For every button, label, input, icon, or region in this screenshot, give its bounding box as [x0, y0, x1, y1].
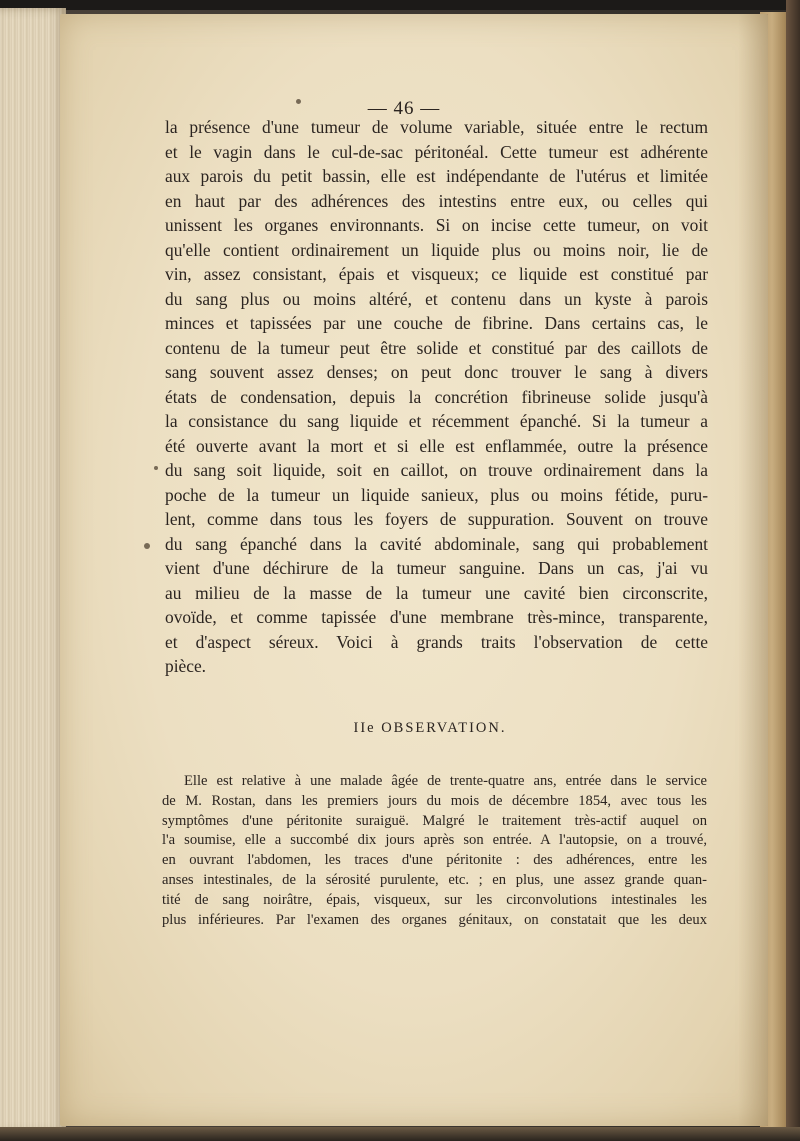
body-line: du sang soit liquide, soit en caillot, on trouve ordinairement dans la [165, 460, 708, 480]
body-line: du sang épanché dans la cavité abdominale, sang qui probablement [165, 533, 708, 554]
body-line: qu'elle contient ordinairement un liquide plus ou moins noir, lie de [165, 239, 708, 260]
body-line: la présence d'une tumeur de volume variable, située entre le rectum [165, 117, 708, 137]
observation-line: symptômes d'une péritonite suraiguë. Malgré le traitement très-actif auquel on [162, 812, 707, 829]
body-line: et d'aspect séreux. Voici à grands traits l'observation de cette [165, 631, 708, 652]
observation-line: en ouvrant l'abdomen, les traces d'une péritonite : des adhérences, entre les [162, 852, 707, 869]
page-stack-edge [0, 8, 66, 1133]
observation-heading: IIe OBSERVATION. [353, 720, 507, 736]
observation-line: l'a soumise, elle a succombé dix jours après son entrée. A l'autopsie, on a trouvé, [162, 832, 707, 849]
body-line: lent, comme dans tous les foyers de suppuration. Souvent on trouve [165, 509, 708, 529]
body-line: contenu de la tumeur peut être solide et constitué par des caillots de [165, 337, 708, 358]
bottom-edge [0, 1127, 800, 1141]
ink-spot [154, 466, 158, 470]
body-line: du sang plus ou moins altéré, et contenu dans un kyste à parois [165, 288, 708, 309]
observation-line: tité de sang noirâtre, épais, visqueux, sur les circonvolutions intestinales les [162, 891, 707, 908]
body-line: ovoïde, et comme tapissée d'une membrane très-mince, transparente, [165, 607, 708, 627]
observation-line: de M. Rostan, dans les premiers jours du mois de décembre 1854, avec tous les [162, 792, 707, 809]
body-line: vin, assez consistant, épais et visqueux; ce liquide est constitué par [165, 264, 708, 284]
body-line: unissent les organes environnants. Si on incise cette tumeur, on voit [165, 215, 708, 235]
page-gutter-shade [738, 14, 768, 1126]
body-line: au milieu de la masse de la tumeur une cavité bien circonscrite, [165, 582, 708, 603]
observation-line: Elle est relative à une malade âgée de trente-quatre ans, entrée dans le service [184, 773, 707, 789]
ink-spot [144, 543, 150, 549]
body-paragraph [165, 115, 708, 679]
body-line: été ouverte avant la mort et si elle est enflammée, outre la présence [165, 435, 708, 456]
body-line: aux parois du petit bassin, elle est indépendante de l'utérus et limitée [165, 166, 708, 186]
book-cover-edge [786, 0, 800, 1141]
body-line: vient d'une déchirure de la tumeur sanguine. Dans un cas, j'ai vu [165, 558, 708, 578]
observation-line: anses intestinales, de la sérosité purulente, etc. ; en plus, une assez grande quan- [162, 871, 707, 888]
body-line: poche de la tumeur un liquide sanieux, plus ou moins fétide, puru- [165, 484, 708, 505]
observation-paragraph [162, 772, 707, 930]
body-line: la consistance du sang liquide et récemment épanché. Si la tumeur a [165, 411, 708, 431]
body-line: en haut par des adhérences des intestins entre eux, ou celles qui [165, 190, 708, 211]
page-number: — 46 — [367, 98, 441, 119]
body-line: minces et tapissées par une couche de fibrine. Dans certains cas, le [165, 313, 708, 333]
top-edge [0, 0, 800, 10]
body-line: sang souvent assez denses; on peut donc trouver le sang à divers [165, 362, 708, 382]
body-line: et le vagin dans le cul-de-sac péritonéal. Cette tumeur est adhérente [165, 141, 708, 162]
ink-spot [296, 99, 301, 104]
body-line: états de condensation, depuis la concrétion fibrineuse solide jusqu'à [165, 386, 708, 407]
observation-line: plus inférieures. Par l'examen des organes génitaux, on constatait que les deux [162, 911, 707, 928]
body-line: pièce. [165, 656, 207, 676]
